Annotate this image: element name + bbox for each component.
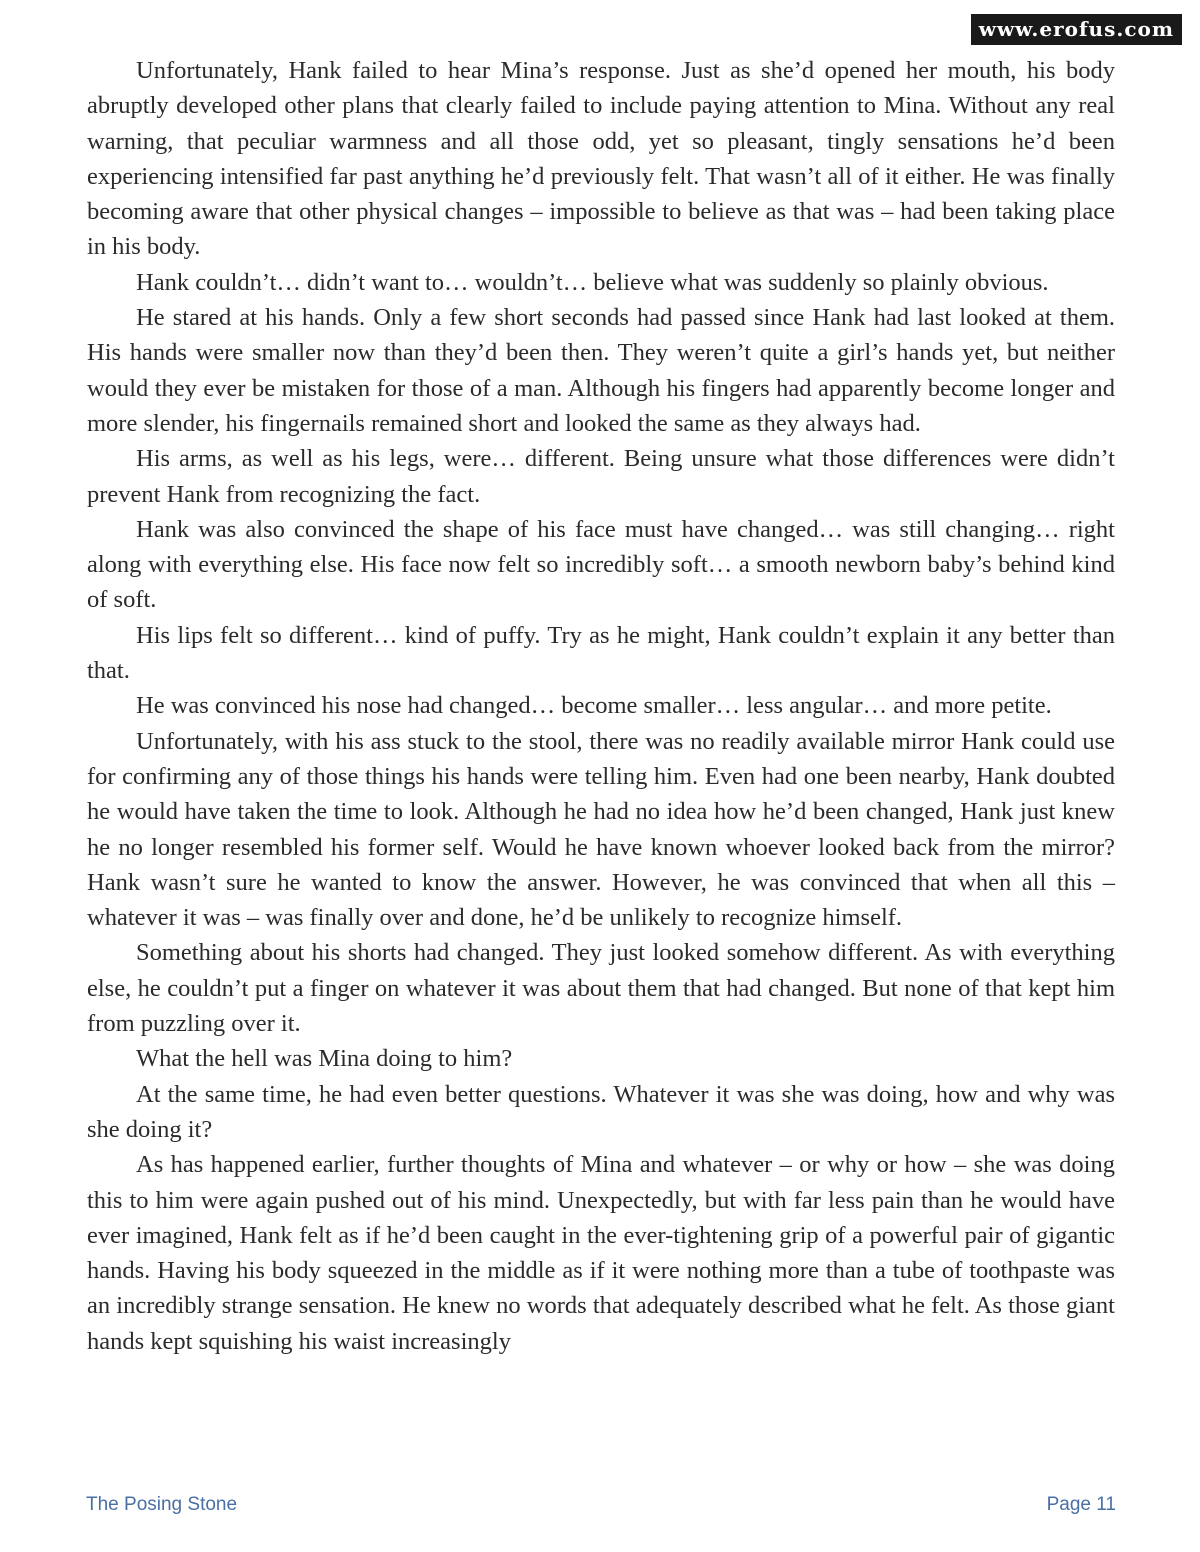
paragraph: Something about his shorts had changed. They just looked somehow different. As with everything else, he couldn’t put a finger on whatever it was about them that had changed. But none of that kept him from puzzling over it. xyxy=(87,939,1115,1038)
footer-page-number: Page 11 xyxy=(1046,1494,1116,1515)
paragraph: As has happened earlier, further thoughts of Mina and whatever – or why or how – she was doing this to him were again pushed out of his mind. Unexpectedly, but with far less pain than he would have ever imagined, Hank felt as if he’d been caught in the ever-tightening grip of a powerful pair of gigantic hands. Having his body squeezed in the middle as if it were nothing more than a tube of toothpaste was an incredibly strange sensation. He knew no words that adequately described what he felt. As those giant hands kept squishing his waist increasingly xyxy=(87,1151,1115,1355)
paragraph: Hank couldn’t… didn’t want to… wouldn’t… believe what was suddenly so plainly obvious. xyxy=(136,268,1049,296)
paragraph: Hank was also convinced the shape of his face must have changed… was still changing… right along with everything else. His face now felt so incredibly soft… a smooth newborn baby’s behind kind of soft. xyxy=(87,515,1115,614)
page-body xyxy=(87,53,1115,1359)
paragraph: His lips felt so different… kind of puffy. Try as he might, Hank couldn’t explain it any better than that. xyxy=(87,621,1115,685)
paragraph: His arms, as well as his legs, were… different. Being unsure what those differences were didn’t prevent Hank from recognizing the fact. xyxy=(87,445,1115,508)
paragraph: Unfortunately, with his ass stuck to the stool, there was no readily available mirror Hank could use for confirming any of those things his hands were telling him. Even had one been nearby, Hank doubted he would have taken the time to look. Although he had no idea how he’d been changed, Hank just knew he no longer resembled his former self. Would he have known whoever looked back from the mirror? Hank wasn’t sure he wanted to know the answer. However, he was convinced that when all this – whatever it was – was finally over and done, he’d be unlikely to recognize himself. xyxy=(87,727,1115,932)
paragraph: He stared at his hands. Only a few short seconds had passed since Hank had last looked at them. His hands were smaller now than they’d been then. They weren’t quite a girl’s hands yet, but neither would they ever be mistaken for those of a man. Although his fingers had apparently become longer and more slender, his fingernails remained short and looked the same as they always had. xyxy=(87,304,1115,437)
paragraph: Unfortunately, Hank failed to hear Mina’s response. Just as she’d opened her mouth, his body abruptly developed other plans that clearly failed to include paying attention to Mina. Without any real warning, that peculiar warmness and all those odd, yet so pleasant, tingly sensations he’d been experiencing intensified far past anything he’d previously felt. That wasn’t all of it either. He was finally becoming aware that other physical changes – impossible to believe as that was – had been taking place in his body. xyxy=(87,57,1115,261)
paragraph: He was convinced his nose had changed… become smaller… less angular… and more petite. xyxy=(136,692,1052,720)
footer-book-title: The Posing Stone xyxy=(86,1494,238,1515)
site-watermark: www.erofus.com xyxy=(971,14,1182,45)
paragraph: At the same time, he had even better questions. Whatever it was she was doing, how and why was she doing it? xyxy=(87,1080,1115,1143)
paragraph: What the hell was Mina doing to him? xyxy=(136,1045,513,1073)
